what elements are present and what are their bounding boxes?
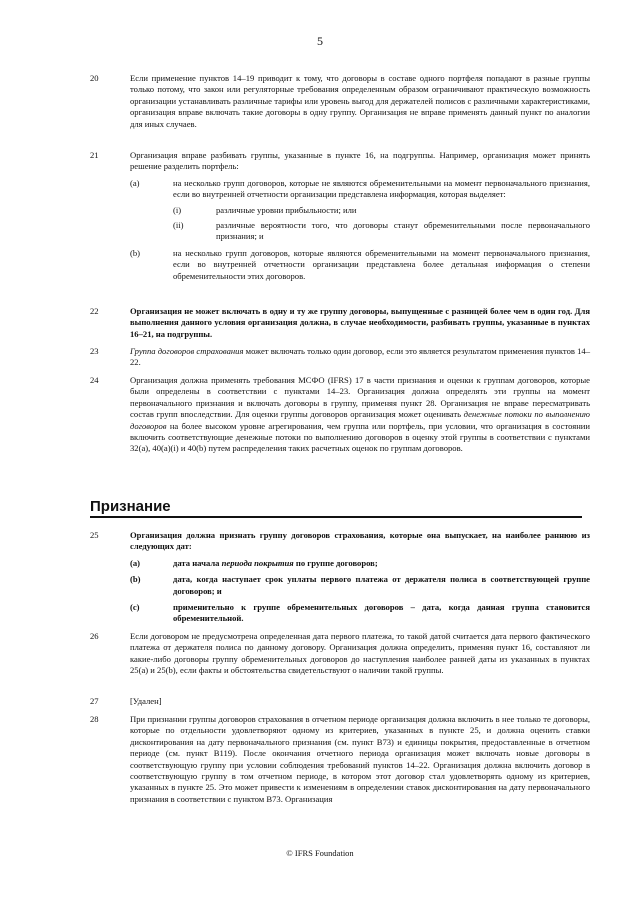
list-label: (ii) [173, 220, 184, 231]
paragraph-28 [90, 714, 590, 805]
paragraph-number: 20 [90, 73, 99, 83]
paragraph-number: 26 [90, 631, 99, 641]
list-text: на несколько групп договоров, которые не являются обременительными на момент первоначального признания, если во внутренней отчетности организации представлена информация, которая выделяет: [173, 177, 590, 200]
paragraph-25 [90, 530, 590, 625]
list-text: различные вероятности того, что договоры станут обременительными после первоначального признания; и [216, 220, 590, 242]
list-item [130, 574, 590, 597]
paragraph-number: 27 [90, 696, 99, 706]
paragraph-text: При признании группы договоров страхования в отчетном периоде организация должна включить в нее только те договоры, которые по отдельности удовлетворяют одному из критериев, указанных в пункте 25, и должна оценить ставки дисконтирования на дату первоначального признания (см. пункт B73) и единицы покрытия, предоставленные в отчетном периоде (см. пункт B119). После окончания отчетного периода организация может включать новые договоры в соответствующую группу при условии соблюдения требований пунктов 14–22. Организация должна включить договор в соответствующую группу в том отчетном периоде, в котором этот договор стал удовлетворять одному из критериев, указанных в пункте 25. Это может привести к изменениям в определении ставок дисконтирования на дату первоначального признания в соответствии с пунктом B73. Организация [130, 714, 590, 804]
paragraph-text: Организация должна применять требования МСФО (IFRS) 17 в части признания и оценки к группам договоров, которые были определены в соответствии с пунктами 14–23. Организация должна определять эти группы на момент первоначального признания и включать договоры в группу, применяя пункт 28. Организация не вправе пересматривать состав групп впоследствии. Для оценки группы договоров организация может оценивать [130, 375, 590, 420]
list-item [130, 178, 590, 201]
list-item [130, 602, 590, 625]
defined-term: Группа договоров страхования [130, 346, 244, 356]
list-item [130, 248, 590, 282]
paragraph-26 [90, 631, 590, 677]
paragraph-number: 28 [90, 714, 99, 724]
sub-list-item [173, 220, 590, 243]
list-text: на несколько групп договоров, которые являются обременительными на момент первоначального признания, если во внутренней отчетности организации представлена более детальная информация о степени обременительности этих договоров. [173, 247, 590, 281]
paragraph-text: [Удален] [130, 696, 162, 706]
paragraph-23 [90, 346, 590, 369]
paragraph-number: 23 [90, 346, 99, 356]
list-item [130, 558, 590, 569]
list-label: (i) [173, 204, 182, 215]
list-label: (b) [130, 247, 141, 258]
list-text: различные уровни прибыльности; или [216, 204, 357, 215]
paragraph-20 [90, 73, 590, 130]
page-number: 5 [317, 34, 323, 48]
paragraph-24 [90, 375, 590, 455]
defined-term: денежные потоки по выполнению договоров [130, 409, 590, 431]
list-text: по группе договоров; [293, 557, 378, 568]
sub-list-item [173, 205, 590, 216]
paragraph-text: Организация вправе разбивать группы, указанные в пункте 16, на подгруппы. Например, организация может принять решение разделить портфель: [130, 150, 590, 172]
paragraph-text: Если договором не предусмотрена определенная дата первого платежа, то такой датой считается дата первого фактического платежа от держателя полиса по данному договору. Организация должна определить, применяя пункт 16, составляют ли какие-либо договоры группу обременительных договоров до наступления наиболее ранней даты из указанных в пунктах 25(a) и 25(b), если факты и обстоятельства свидетельствуют о наличии такой группы. [130, 631, 590, 676]
paragraph-text: на более высоком уровне агрегирования, чем группа или портфель, при условии, что организация в состоянии включить соответствующие денежные потоки по выполнению договоров в оценку этой группы в соответствии с пунктами 32(a), 40(a)(i) и 40(b) путем распределения таких расчетных оценок по группам договоров. [130, 420, 590, 454]
paragraph-text: Если применение пунктов 14–19 приводит к тому, что договоры в составе одного портфеля попадают в разные группы только потому, что закон или регуляторные требования определенным образом ограничивают практическую возможность организации устанавливать различные тарифы или уровень выгод для держателей полисов с различными характеристиками, организация вправе включать такие договоры в одну группу. Организация не вправе применять данный пункт по аналогии для иных случаев. [130, 73, 590, 129]
list-label: (c) [130, 602, 140, 613]
paragraph-21 [90, 150, 590, 282]
paragraph-number: 21 [90, 150, 99, 160]
list-label: (a) [130, 177, 140, 188]
paragraph-27 [90, 696, 590, 707]
paragraph-number: 24 [90, 375, 99, 385]
paragraph-number: 25 [90, 530, 99, 540]
list-label: (a) [130, 557, 141, 568]
defined-term: периода покрытия [221, 557, 294, 568]
paragraph-22 [90, 306, 590, 340]
paragraph-text: Организация не может включать в одну и ту же группу договоры, выпущенные с разницей более чем в один год. Для выполнения данного условия организация должна, в случае необходимости, разбивать группы, указанные в пунктах 16–21, на подгруппы. [130, 306, 590, 339]
paragraph-number: 22 [90, 306, 99, 316]
page-footer: © IFRS Foundation [286, 848, 354, 858]
list-text: применительно к группе обременительных договоров – дата, когда данная группа становится обременительной. [173, 602, 590, 624]
section-heading: Признание [90, 498, 582, 518]
paragraph-text: Организация должна признать группу договоров страхования, которые она выпускает, на наиболее раннюю из следующих дат: [130, 530, 590, 552]
list-text: дата начала [173, 557, 222, 568]
paragraph-text: может включать только один договор, если это является результатом применения пунктов 14–22. [130, 346, 590, 368]
list-label: (b) [130, 574, 141, 585]
list-text: дата, когда наступает срок уплаты первого платежа от держателя полиса в соответствующей группе договоров; и [173, 574, 590, 596]
